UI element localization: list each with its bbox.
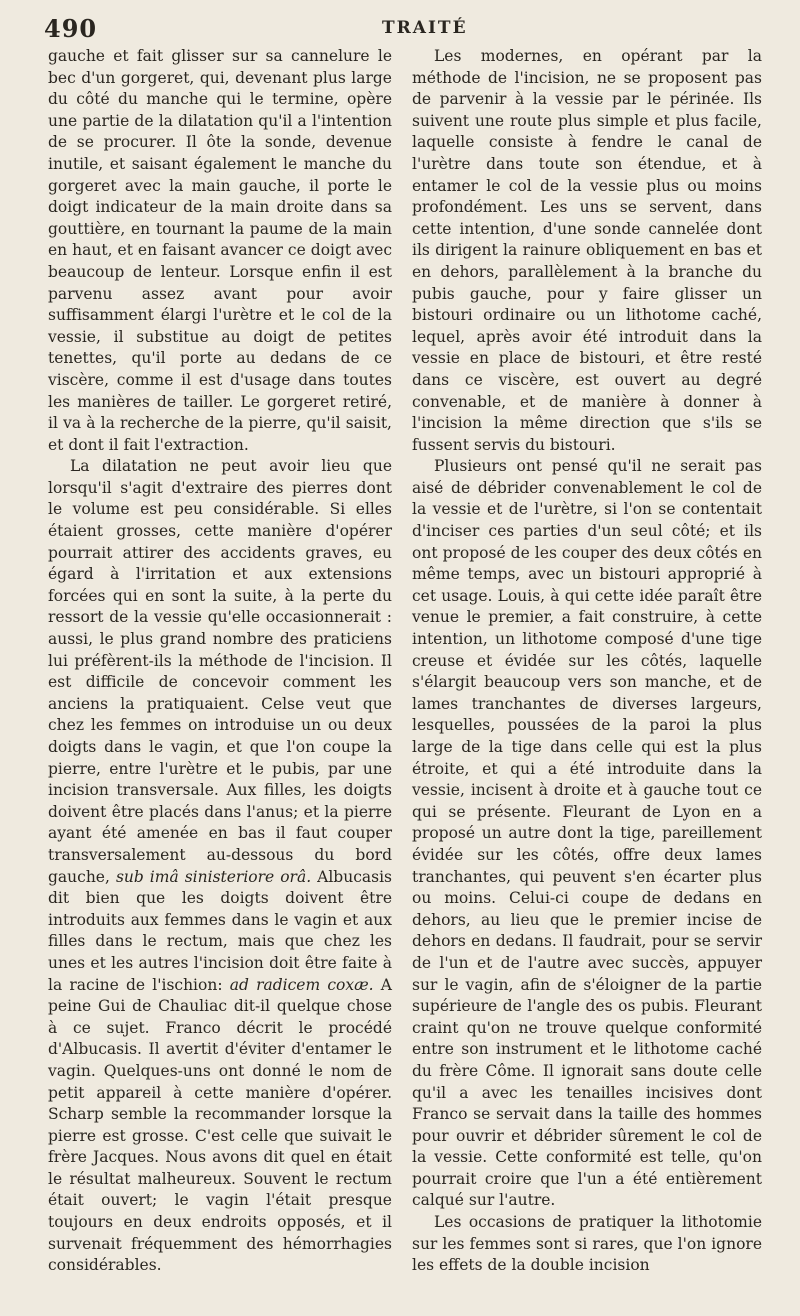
- latin-quote: ad radicem coxæ.: [229, 975, 374, 994]
- running-title: TRAITÉ: [382, 18, 468, 38]
- paragraph-text: A peine Gui de Chauliac dit-il quelque chose à ce sujet. Franco décrit le procédé d'Albucasis. Il avertit d'éviter d'entamer le vagin. Quelques-uns ont donné le nom de petit appareil à cette manière d'opérer. Scharp semble la recommander lorsque la pierre est grosse. C'est celle que suivait le frère Jacques. Nous avons dit quel en était le résultat malheureux. Souvent le rectum était ouvert; le vagin l'était presque toujours en deux endroits opposés, et il survenait fréquemment des hémorrhagies considérables.: [48, 975, 392, 1275]
- paragraph: Plusieurs ont pensé qu'il ne serait pas aisé de débrider convenablement le col de la vessie et de l'urètre, si l'on se contentait d'inciser ces parties d'un seul côté; et ils ont proposé de les couper des deux côtés en même temps, avec un bistouri approprié à cet usage. Louis, à qui cette idée paraît être venue le premier, a fait construire, à cette intention, un lithotome composé d'une tige creuse et évidée sur les côtés, laquelle s'élargit beaucoup vers son manche, et de lames tranchantes de diverses largeurs, lesquelles, poussées de la paroi la plus large de la tige dans celle qui est la plus étroite, et qui a été introduite dans la vessie, incisent à droite et à gauche tout ce qui se présente. Fleurant de Lyon en a proposé un autre dont la tige, pareillement évidée sur les côtés, offre deux lames tranchantes, qui peuvent s'en écarter plus ou moins. Celui-ci coupe de dedans en dehors, au lieu que le premier incise de dehors en dedans. Il faudrait, pour se servir de l'un et de l'autre avec succès, appuyer sur le vagin, afin de s'éloigner de la partie supérieure de l'angle des os pubis. Fleurant craint qu'on ne trouve quelque conformité entre son instrument et le lithotome caché du frère Côme. Il ignorait sans doute celle qu'il a avec les tenailles incisives dont Franco se servait dans la taille des hommes pour ouvrir et débrider sûrement le col de la vessie. Cette conformité est telle, qu'on pourrait croire que l'un a été entièrement calqué sur l'autre.: [412, 457, 762, 1210]
- paragraph-text: La dilatation ne peut avoir lieu que lorsqu'il s'agit d'extraire des pierres dont le volume est peu considérable. Si elles étaient grosses, cette manière d'opérer pourrait attirer des accidents graves, eu égard à l'irritation et aux extensions forcées qui en sont la suite, à la perte du ressort de la vessie qu'elle occasionnerait : aussi, le plus grand nombre des praticiens lui préfèrent-ils la méthode de l'incision. Il est difficile de concevoir comment les anciens la pratiquaient. Celse veut que chez les femmes on introduise un ou deux doigts dans le vagin, et que l'on coupe la pierre, entre l'urètre et le pubis, par une incision transversale. Aux filles, les doigts doivent être placés dans l'anus; et la pierre ayant été amenée en bas il faut couper transversalement au-dessous du bord gauche,: [48, 457, 392, 886]
- paragraph: gauche et fait glisser sur sa cannelure le bec d'un gorgeret, qui, devenant plus large du côté du manche qui le termine, opère une partie de la dilatation qu'il a l'intention de se procurer. Il ôte la sonde, devenue inutile, et saisant également le manche du gorgeret avec la main gauche, il porte le doigt indicateur de la main droite dans sa gouttière, en tournant la paume de la main en haut, et en faisant avancer ce doigt avec beaucoup de lenteur. Lorsque enfin il est parvenu assez avant pour avoir suffisamment élargi l'urètre et le col de la vessie, il substitue au doigt de petites tenettes, qu'il porte au dedans de ce viscère, comme il est d'usage dans toutes les manières de tailler. Le gorgeret retiré, il va à la recherche de la pierre, qu'il saisit, et dont il fait l'extraction.: [48, 47, 392, 454]
- paragraph: Les modernes, en opérant par la méthode de l'incision, ne se proposent pas de parvenir à la vessie par le périnée. Ils suivent une route plus simple et plus facile, laquelle consiste à fendre le canal de l'urètre dans toute son étendue, et à entamer le col de la vessie plus ou moins profondément. Les uns se servent, dans cette intention, d'une sonde cannelée dont ils dirigent la rainure obliquement en bas et en dehors, parallèlement à la branche du pubis gauche, pour y faire glisser un bistouri ordinaire ou un lithotome caché, lequel, après avoir été introduit dans la vessie en place de bistouri, et être resté dans ce viscère, est ouvert au degré convenable, et de manière à donner à l'incision la même direction que s'ils se fussent servis du bistouri.: [412, 47, 762, 454]
- page-number: 490: [44, 14, 98, 43]
- latin-quote: sub imâ sinisteriore orâ.: [115, 867, 312, 886]
- paragraph: [48, 456, 392, 1277]
- left-column: [48, 46, 392, 1277]
- right-column: [412, 46, 762, 1277]
- page-header: [44, 14, 784, 43]
- paragraph-text: Albucasis dit bien que les doigts doivent être introduits aux femmes dans le vagin et aux filles dans le rectum, mais que chez les unes et les autres l'incision doit être faite à la racine de l'ischion:: [48, 867, 392, 994]
- paragraph: Les occasions de pratiquer la lithotomie sur les femmes sont si rares, que l'on ignore les effets de la double incision: [412, 1213, 762, 1275]
